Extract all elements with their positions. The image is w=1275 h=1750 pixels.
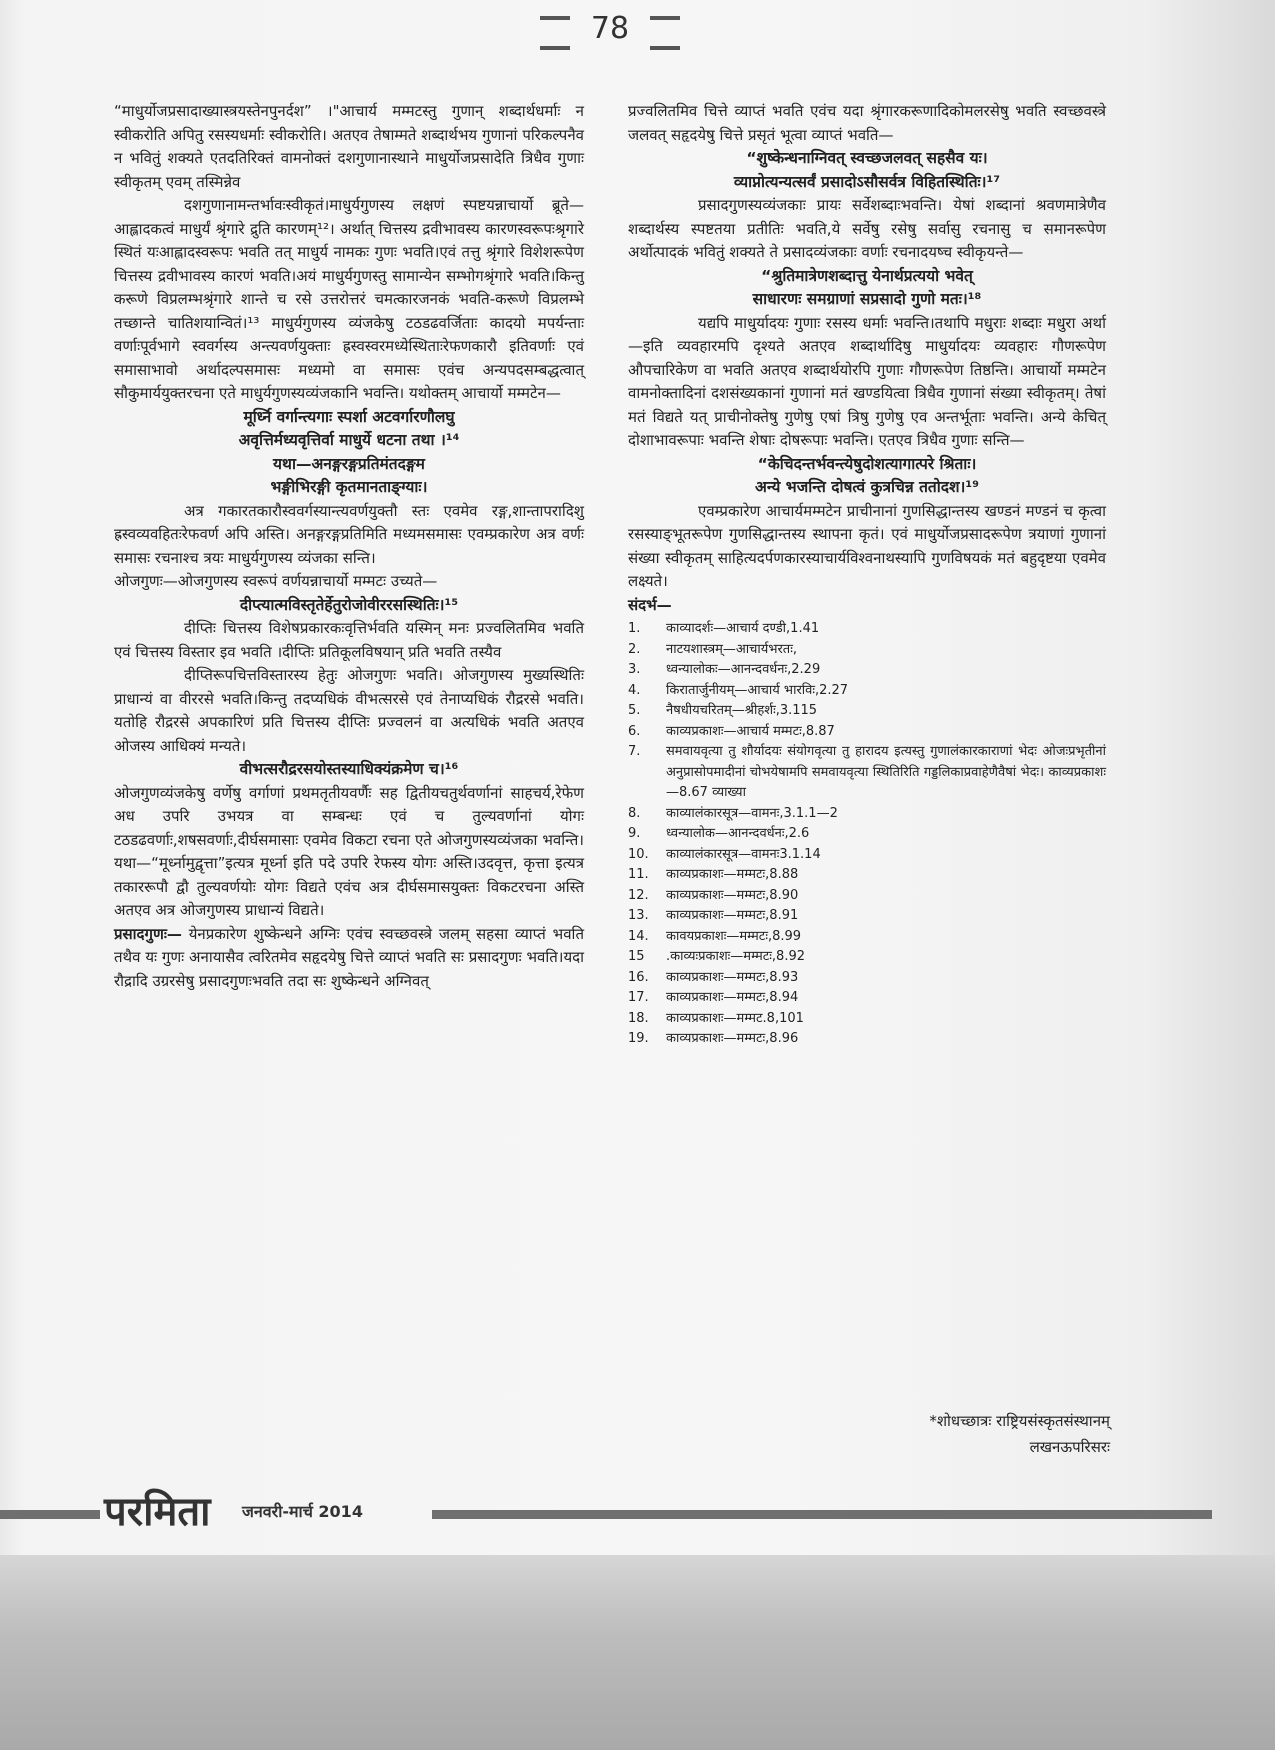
header-ornament-left (540, 16, 570, 50)
reference-item (628, 1009, 1106, 1030)
paragraph: ओजगुणव्यंजकेषु वर्णेषु वर्गाणां प्रथमतृतीयवर्णैः सह द्वितीयचतुर्थवर्णानां साहचर्य,रेफेण अध उपरि उभयत्र वा सम्बन्धः एवं च तुल्यवर्णानां योगः टठडढवर्णाः,शषसवर्णाः,दीर्घसमासाः एवमेव विकटा रचना एते ओजगुणस्यव्यंजका भवन्ति।यथा—“मूर्ध्नामुद्वृत्ता”इत्यत्र मूर्ध्ना इति पदे उपरि रेफस्य योगः अस्ति।उदवृत्त, कृत्ता इत्यत्र तकाररूपौ द्वौ तुल्यवर्णयोः योगः विद्यते एवंच अत्र दीर्घसमासयुक्तः विकटरचना अस्ति अतएव अत्र ओजगुणस्य प्राधान्यं विद्यते। (114, 783, 584, 919)
reference-text: समवायवृत्या तु शौर्यादयः संयोगवृत्या तु हारादय इत्यस्तु गुणालंकारकाराणां भेदः ओजःप्रभृतीनां अनुप्रासोपमादीनां चोभयेषामपि समवायवृत्या स्थितिरिति गड्डलिकाप्रवाहेणैवैषां भेदः। काव्यप्रकाशः—8.67 व्याख्या (666, 744, 1106, 800)
reference-number: 6. (628, 723, 641, 739)
verse-line: साधारणः समग्राणां सप्रसादो गुणो मतः।¹⁸ (752, 290, 982, 308)
paragraph: यद्यपि माधुर्यादयः गुणाः रसस्य धर्माः भवन्ति।तथापि मधुराः शब्दाः मधुरा अर्था—इति व्यवहारमपि दृश्यते अतएव शब्दार्थादिषु माधुर्यादयः व्यवहारः गौणरूपेण औपचारिकेण वा भवति अतएव शब्दार्थयोरपि गुणाः गौणरूपेण तिष्ठन्ति। आचार्यो मम्मटेन वामनोक्तादिनां दशसंख्यकानां गुणानां मतं खण्डयित्वा त्रिधैव गुणानां संख्या स्वीकृतम्। तेषां मतं विद्यते यत् प्राचीनोक्तेषु गुणेषु एषां त्रिषु गुणेषु एव अन्तर्भूताः भवन्ति। अन्ये केचित् दोशाभावरूपाः भवन्ति शेषाः दोषरूपाः भवन्ति। एतएव त्रिधैव गुणाः सन्ति— (628, 313, 1106, 449)
reference-number: 7. (628, 744, 641, 759)
reference-number: 15 (628, 949, 645, 964)
reference-item (628, 845, 1106, 866)
right-column (628, 100, 1106, 1050)
verse-line: “श्रुतिमात्रेणशब्दात्तु येनार्थप्रत्ययो भवेत् (761, 266, 973, 285)
verse-line: “केचिदन्तर्भवन्त्येषुदोशत्यागात्परे श्रिताः। (757, 454, 977, 473)
reference-text: ध्वन्यालोकः—आनन्दवर्धनः,2.29 (666, 662, 821, 677)
reference-number: 10. (628, 846, 649, 862)
header-ornament-right (650, 16, 680, 50)
page-footer (0, 1490, 1275, 1534)
reference-number: 5. (628, 703, 641, 718)
reference-number: 19. (628, 1031, 649, 1046)
reference-item (628, 619, 1106, 640)
verse-line: दीप्त्यात्मविस्तृतेर्हेतुरोजोवीररसस्थितिः।¹⁵ (239, 595, 459, 614)
author-affiliation: *शोधच्छात्रः राष्ट्रियसंस्कृतसंस्थानम् (929, 1412, 1110, 1430)
reference-text: काव्यप्रकाशः—मम्मट.8,101 (666, 1010, 804, 1026)
reference-item (628, 927, 1106, 948)
paragraph: प्रज्वलितमिव चित्ते व्याप्तं भवति एवंच यदा श्रृंगारकरूणादिकोमलरसेषु भवति स्वच्छवस्त्रे जलवत् सहृदयेषु चित्ते प्रसृतं भूत्वा व्याप्तं भवति— (628, 102, 1106, 144)
reference-text: काव्यालंकारसूत्र—वामनः,3.1.1—2 (666, 805, 838, 821)
verse-line: भङ्गीभिरङ्गी कृतमानताङ्ग्याः। (270, 478, 428, 496)
verse-line: यथा—अनङ्गरङ्गप्रतिमंतदङ्गम (273, 454, 425, 473)
references-title: संदर्भ— (628, 595, 672, 614)
verse-line: वीभत्सरौद्ररसयोस्तस्याधिक्यंक्रमेण च।¹⁶ (239, 760, 459, 778)
reference-item (628, 988, 1106, 1009)
reference-text: .काव्यःप्रकाशः—मम्मटः,8.92 (666, 949, 806, 964)
reference-number: 17. (628, 990, 649, 1005)
reference-text: कावयप्रकाशः—मम्मटः,8.99 (666, 928, 802, 944)
reference-number: 18. (628, 1010, 649, 1026)
reference-text: ध्वन्यालोक—आनन्दवर्धनः,2.6 (666, 826, 810, 841)
reference-number: 14. (628, 928, 649, 944)
footer-rule-right (432, 1510, 1212, 1519)
reference-text: काव्यप्रकाशः—मम्मटः,8.96 (666, 1031, 799, 1046)
scan-shadow (0, 1555, 1275, 1750)
reference-text: किरातार्जुनीयम्—आचार्य भारविः,2.27 (666, 682, 849, 698)
reference-item (628, 947, 1106, 968)
references-list (628, 619, 1106, 1050)
reference-number: 13. (628, 908, 649, 923)
reference-item (628, 804, 1106, 825)
reference-item (628, 660, 1106, 681)
reference-item (628, 742, 1106, 804)
reference-text: नैषधीयचरितम्—श्रीहर्शः,3.115 (666, 703, 818, 718)
page-header (540, 6, 680, 52)
reference-item (628, 701, 1106, 722)
author-note (820, 1408, 1110, 1460)
paragraph: अत्र गकारतकारौस्ववर्गस्यान्त्यवर्णयुक्तौ स्तः एवमेव रङ्ग,शान्तापरादिशु ह्रस्वव्यवहितःरेफवर्ण अपि अस्ति। अनङ्गरङ्गप्रतिमिति मध्यमसमासः एवम्प्रकारेण अत्र वर्णः समासः रचनाश्च त्रयः माधुर्यगुणस्य व्यंजका सन्ति। (114, 501, 584, 567)
reference-number: 12. (628, 887, 649, 903)
verse-line: व्याप्नोत्यन्यत्सर्वं प्रसादोऽसौसर्वत्र विहितस्थितिः।¹⁷ (733, 172, 1001, 191)
verse-line: अवृत्तिर्मध्यवृत्तिर्वा माधुर्ये धटना तथा ।¹⁴ (238, 431, 460, 449)
paragraph: एवम्प्रकारेण आचार्यमम्मटेन प्राचीनानां गुणसिद्धान्तस्य खण्डनं मण्डनं च कृत्वा रसस्याङ्भूतरूपेण गुणसिद्धान्तस्य स्थापना कृतं। एवं माधुर्योजप्रसादरूपेण त्रयाणां गुणानां संख्या स्वीकृतम् साहित्यदर्पणकारस्याचार्यविश्वनाथस्यापि गुणविषयकं मतं बहुदृष्टया एवमेव लक्ष्यते। (628, 501, 1106, 590)
reference-text: काव्यप्रकाशः—मम्मटः,8.93 (666, 969, 799, 985)
reference-text: काव्यप्रकाशः—मम्मटः,8.88 (666, 867, 799, 882)
reference-item (628, 722, 1106, 743)
journal-issue: जनवरी-मार्च 2014 (242, 1502, 363, 1521)
reference-item (628, 906, 1106, 927)
page-number: 78 (590, 11, 630, 46)
reference-item (628, 1029, 1106, 1050)
reference-item (628, 640, 1106, 661)
reference-item (628, 824, 1106, 845)
reference-number: 1. (628, 621, 641, 636)
reference-item (628, 681, 1106, 702)
reference-item (628, 968, 1106, 989)
paragraph: “माधुर्योजप्रसादाख्यास्त्रयस्तेनपुनर्दश” ।"आचार्य मम्मटस्तु गुणान् शब्दार्थधर्माः न स्वीकरोति अपितु रसस्यधर्माः स्वीकरोति। अतएव तेषाम्मते शब्दार्थभय गुणानां परिकल्पनैव न भवितुं शक्यते एतदतिरिक्तं वामनोक्तं दशगुणानास्थाने माधुर्योजप्रसादेति त्रिधैव गुणाः स्वीकृतम् एवम् तस्मिन्नेव (114, 102, 584, 191)
verse-line: “शुष्केन्धनाग्निवत् स्वच्छजलवत् सहसैव यः। (746, 149, 988, 167)
reference-number: 2. (628, 641, 641, 657)
reference-text: काव्यप्रकाशः—मम्मटः,8.94 (666, 990, 799, 1005)
paragraph-prasad (114, 923, 584, 994)
reference-text: काव्यादर्शः—आचार्य दण्डी,1.41 (666, 621, 820, 636)
paragraph: दीप्तिरूपचित्तविस्तारस्य हेतुः ओजगुणः भवति। ओजगुणस्य मुख्यस्थितिः प्राधान्यं वा वीररसे भवति।किन्तु तदप्यधिकं वीभत्सरसे एवं तेनाप्यधिकं रौद्ररसे भवति। यतोहि रौद्ररसे अपकारिणं प्रति चित्तस्य दीप्तिः प्रज्वलनं वा अत्यधिकं भवति अतएव ओजस्य आधिक्यं मन्यते। (114, 666, 584, 755)
reference-number: 11. (628, 867, 649, 882)
reference-text: काव्यप्रकाशः—मम्मटः,8.91 (666, 908, 799, 923)
verse-line: अन्ये भजन्ति दोषत्वं कुत्रचिन्न ततोदश।¹⁹ (755, 478, 979, 496)
reference-number: 16. (628, 969, 649, 985)
reference-number: 4. (628, 682, 641, 698)
journal-title: परमिता (104, 1488, 211, 1535)
author-campus: लखनऊपरिसरः (1029, 1438, 1110, 1456)
verse-line: मूर्ध्नि वर्गान्त्यगाः स्पर्शा अटवर्गारणौलघु (243, 407, 455, 426)
reference-text: काव्यप्रकाशः—मम्मटः,8.90 (666, 887, 799, 903)
reference-text: नाटयशास्त्रम्—आचार्यभरतः, (666, 641, 797, 657)
paragraph: ओजगुणः—ओजगुणस्य स्वरूपं वर्णयन्नाचार्यो मम्मटः उच्यते— (114, 572, 438, 590)
paragraph: दशगुणानामन्तर्भावःस्वीकृतं।माधुर्यगुणस्य लक्षणं स्पष्टयन्नाचार्यो ब्रूते—आह्लादकत्वं माधुर्यं श्रृंगारे द्रुति कारणम्¹²। अर्थात् चित्तस्य द्रवीभावस्य कारणस्वरूपःश्रृगारे स्थितं यःआह्लादस्वरूपः भवति तत् माधुर्य नामकः गुणः भवति।एवं तत्तु श्रृंगारे विशेशरूपेण चित्तस्य द्रवीभावस्य कारणं भवति।अयं माधुर्यगुणस्तु सामान्येन सम्भोगश्रृंगारे भवति।किन्तु करूणे विप्रलम्भश्रृंगारे शान्ते च रसे उत्तरोत्तरं चमत्कारजनकं भवति-करूणे विप्रलम्भे तच्छान्ते चातिशयान्वितं।¹³ माधुर्यगुणस्य व्यंजकेषु टठडढवर्जिताः कादयो मपर्यन्ताः वर्णाःपूर्वभागे स्ववर्गस्य अन्त्यवर्णयुक्ताः ह्रस्वस्वरमध्येस्थिताःरेफणकारौ इतिवर्णाः एवं समासाभावो अर्थादल्पसमासः मध्यमो वा समासः एवंच अन्यपदसम्बद्धत्वात् सौकुमार्ययुक्तरचना एते माधुर्यगुणस्यव्यंजकानि भवन्ति। यथोक्तम् आचार्यो मम्मटेन— (114, 196, 584, 402)
reference-item (628, 865, 1106, 886)
reference-number: 3. (628, 662, 641, 677)
paragraph: प्रसादगुणस्यव्यंजकाः प्रायः सर्वेशब्दाःभवन्ति। येषां शब्दानां श्रवणमात्रेणैव शब्दार्थस्य स्पष्टतया प्रतीतिः भवति,ये सर्वेषु रसेषु सर्वासु रचनासु च समानरूपेण अर्थोत्पादकं भवितुं शक्यते ते प्रसादव्यंजकाः वर्णाः रचनादयष्च स्वीकृयन्ते— (628, 196, 1106, 261)
left-column (114, 100, 584, 993)
section-label: प्रसादगुणः— (114, 924, 182, 943)
reference-number: 8. (628, 805, 641, 821)
reference-number: 9. (628, 826, 641, 841)
reference-text: काव्यालंकारसूत्र—वामनः3.1.14 (666, 846, 821, 862)
paragraph-text: येनप्रकारेण शुष्केन्धने अग्निः एवंच स्वच्छवस्त्रे जलम् सहसा व्याप्तं भवति तथैव यः गुणः अनायासैव त्वरितमेव सहृदयेषु चित्ते व्याप्तं भवति सः प्रसादगुणः भवति।यदा रौद्रादि उग्ररसेषु प्रसादगुणःभवति तदा सः शुष्केन्धने अग्निवत् (114, 924, 584, 990)
paragraph: दीप्तिः चित्तस्य विशेषप्रकारकःवृत्तिर्भवति यस्मिन् मनः प्रज्वलितमिव भवति एवं चित्तस्य विस्तार इव भवति ।दीप्तिः प्रतिकूलविषयान् प्रति भवति तस्यैव (114, 619, 584, 661)
footer-rule-left (0, 1510, 100, 1519)
reference-text: काव्यप्रकाशः—आचार्य मम्मटः,8.87 (666, 723, 835, 739)
reference-item (628, 886, 1106, 907)
